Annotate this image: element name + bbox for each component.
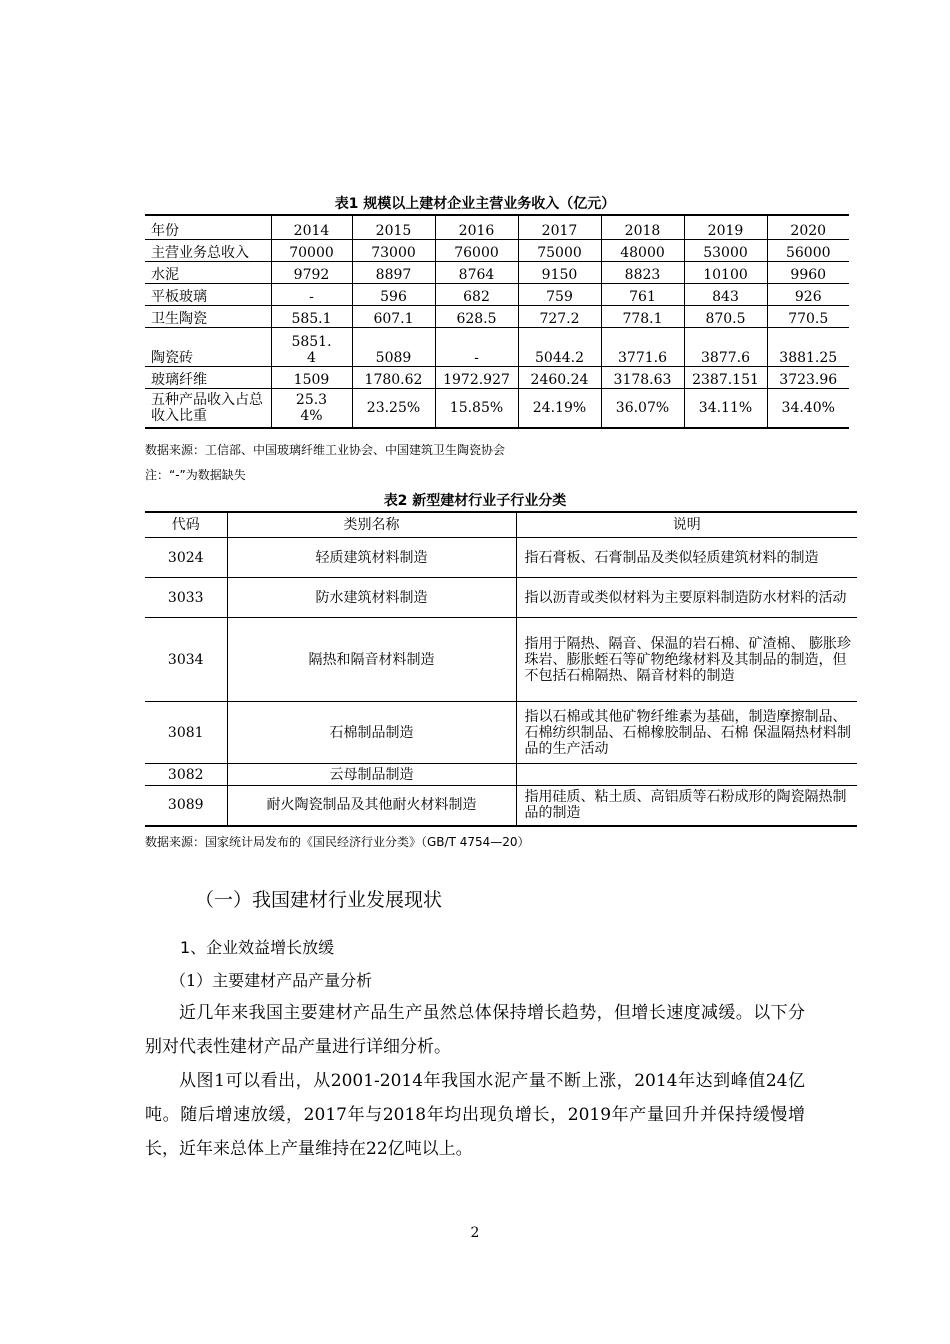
revenue-table [145,214,849,429]
table-cell: 2387.151 [684,366,767,388]
table-cell: 3771.6 [601,327,684,366]
year-cell: 2019 [684,215,767,239]
table-cell: 1509 [271,366,352,388]
table-cell: 3178.63 [601,366,684,388]
name-cell: 防水建筑材料制造 [227,578,516,618]
desc-cell: 指以沥青或类似材料为主要原料制造防水材料的活动 [516,578,857,618]
table-cell: 5089 [352,327,435,366]
header-code: 代码 [145,512,227,538]
table-row [145,305,849,327]
code-cell: 3081 [145,702,227,764]
row-label: 平板玻璃 [145,283,271,305]
body-paragraph: 从图1可以看出，从2001-2014年我国水泥产量不断上涨，2014年达到峰值24亿吨。随后增速放缓，2017年与2018年均出现负增长，2019年产量回升并保持缓慢增长，近年来总体上产量维持在22亿吨以上。 [145,1071,805,1159]
table-cell: 585.1 [271,305,352,327]
subsection-heading: 1、企业效益增长放缓 [180,938,335,957]
table-cell: 24.19% [518,388,601,428]
name-cell: 云母制品制造 [227,764,516,786]
table-cell: 3881.25 [767,327,849,366]
table-row [145,327,849,366]
year-cell: 2016 [435,215,518,239]
row-label: 玻璃纤维 [145,366,271,388]
table-cell: 53000 [684,239,767,261]
code-cell: 3033 [145,578,227,618]
code-cell: 3034 [145,618,227,702]
table1-source: 数据来源：工信部、中国玻璃纤维工业协会、中国建筑卫生陶瓷协会 [145,443,506,457]
name-cell: 耐火陶瓷制品及其他耐火材料制造 [227,786,516,826]
table-cell: - [271,283,352,305]
table-row [145,618,857,702]
table-row [145,239,849,261]
name-cell: 轻质建筑材料制造 [227,538,516,578]
table-cell: 15.85% [435,388,518,428]
table-cell: 3723.96 [767,366,849,388]
name-cell: 隔热和隔音材料制造 [227,618,516,702]
table-cell: 9792 [271,261,352,283]
table-row [145,366,849,388]
table-cell: 34.11% [684,388,767,428]
table-cell: 23.25% [352,388,435,428]
table-header-row [145,215,849,239]
table-cell: 9960 [767,261,849,283]
name-cell: 石棉制品制造 [227,702,516,764]
code-cell: 3082 [145,764,227,786]
table-cell: 25.34% [271,388,352,428]
desc-cell: 指以石棉或其他矿物纤维素为基础，制造摩擦制品、石棉纺织制品、石棉橡胶制品、石棉 保温隔热材料制品的生产活动 [516,702,857,764]
row-label: 水泥 [145,261,271,283]
table-cell: 2460.24 [518,366,601,388]
table-cell: 770.5 [767,305,849,327]
table2-source: 数据来源：国家统计局发布的《国民经济行业分类》（GB/T 4754—20） [145,835,530,849]
desc-cell [516,764,857,786]
year-cell: 2015 [352,215,435,239]
desc-cell: 指用于隔热、隔音、保温的岩石棉、矿渣棉、 膨胀珍珠岩、膨胀蛭石等矿物绝缘材料及其制品的制造，但不包括石棉隔热、隔音材料的制造 [516,618,857,702]
header-name: 类别名称 [227,512,516,538]
table-cell: 778.1 [601,305,684,327]
table-cell: 761 [601,283,684,305]
table-row [145,261,849,283]
table-cell: 10100 [684,261,767,283]
table-cell: 1972.927 [435,366,518,388]
table-cell: 607.1 [352,305,435,327]
page-number: 2 [470,1225,480,1241]
classification-table [145,511,857,827]
table-cell: 34.40% [767,388,849,428]
table-cell: 759 [518,283,601,305]
table-cell: 8764 [435,261,518,283]
header-label: 年份 [145,215,271,239]
table1-note: 注：“-”为数据缺失 [145,468,246,482]
table-cell: 3877.6 [684,327,767,366]
table-header-row [145,512,857,538]
table-cell: 628.5 [435,305,518,327]
table-cell: 1780.62 [352,366,435,388]
year-cell: 2020 [767,215,849,239]
year-cell: 2018 [601,215,684,239]
table-row [145,786,857,826]
table-cell: 727.2 [518,305,601,327]
table-cell: 8897 [352,261,435,283]
table1-caption: 表1 规模以上建材企业主营业务收入（亿元） [334,196,616,212]
table-cell: 926 [767,283,849,305]
table-cell: 56000 [767,239,849,261]
desc-cell: 指用硅质、粘土质、高铝质等石粉成形的陶瓷隔热制品的制造 [516,786,857,826]
table-cell: - [435,327,518,366]
table-cell: 682 [435,283,518,305]
table-cell: 76000 [435,239,518,261]
desc-cell: 指石膏板、石膏制品及类似轻质建筑材料的制造 [516,538,857,578]
table2-caption: 表2 新型建材行业子行业分类 [383,493,567,509]
table-row [145,283,849,305]
table-cell: 5851.4 [271,327,352,366]
section-heading: （一）我国建材行业发展现状 [195,889,443,911]
sub-sub-heading: （1）主要建材产品产量分析 [170,971,373,990]
table-row [145,538,857,578]
row-label: 卫生陶瓷 [145,305,271,327]
table-cell: 75000 [518,239,601,261]
table-row [145,764,857,786]
table-cell: 70000 [271,239,352,261]
table-cell: 36.07% [601,388,684,428]
year-cell: 2014 [271,215,352,239]
table-cell: 870.5 [684,305,767,327]
table-cell: 843 [684,283,767,305]
table-row [145,388,849,428]
row-label: 主营业务总收入 [145,239,271,261]
table-cell: 73000 [352,239,435,261]
table-row [145,578,857,618]
code-cell: 3024 [145,538,227,578]
body-paragraph: 近几年来我国主要建材产品生产虽然总体保持增长趋势，但增长速度减缓。以下分别对代表性建材产品产量进行详细分析。 [145,1003,805,1057]
header-desc: 说明 [516,512,857,538]
table-cell: 8823 [601,261,684,283]
table-cell: 596 [352,283,435,305]
code-cell: 3089 [145,786,227,826]
row-label: 五种产品收入占总收入比重 [145,388,271,428]
year-cell: 2017 [518,215,601,239]
row-label: 陶瓷砖 [145,327,271,366]
table-cell: 48000 [601,239,684,261]
table-cell: 5044.2 [518,327,601,366]
table-cell: 9150 [518,261,601,283]
table-row [145,702,857,764]
